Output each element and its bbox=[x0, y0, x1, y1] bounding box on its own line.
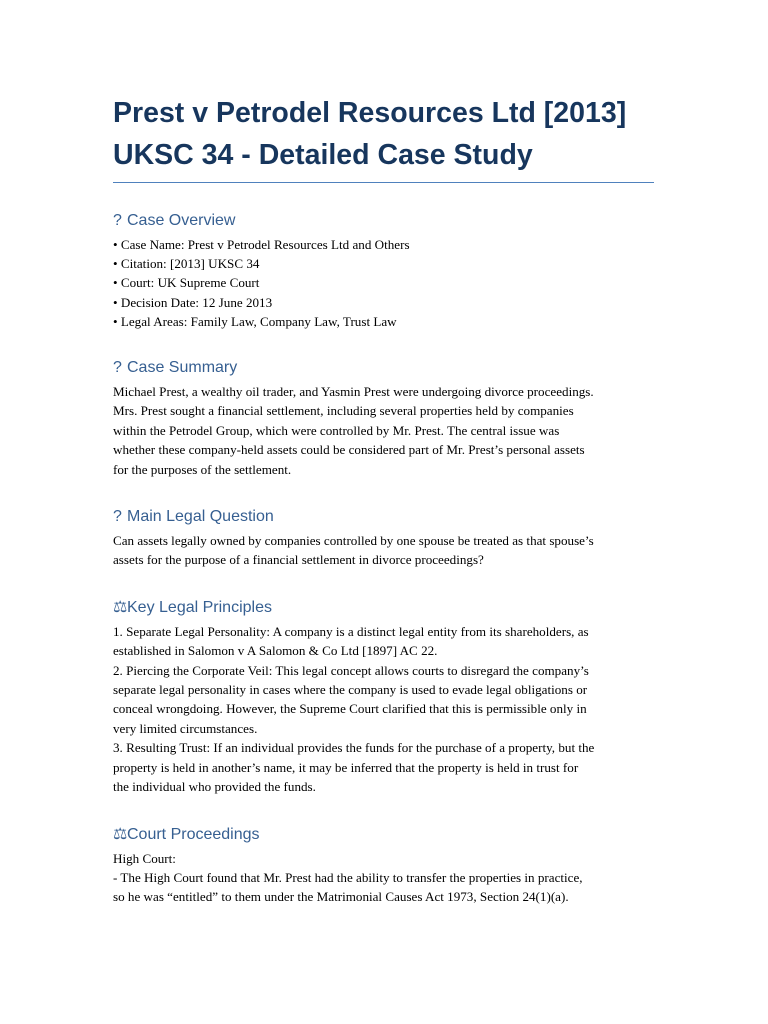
case-overview-section bbox=[113, 211, 654, 331]
paragraph-line: whether these company-held assets could be considered part of Mr. Prest’s personal assets bbox=[113, 442, 585, 458]
paragraph-line: property is held in another’s name, it may be inferred that the property is held in trust for bbox=[113, 759, 579, 775]
paragraph-line: within the Petrodel Group, which were controlled by Mr. Prest. The central issue was bbox=[113, 422, 560, 438]
paragraph-line: 3. Resulting Trust: If an individual provides the funds for the purchase of a property, but the bbox=[113, 740, 595, 756]
paragraph-line: Michael Prest, a wealthy oil trader, and Yasmin Prest were undergoing divorce proceedings. bbox=[113, 384, 594, 400]
paragraph-line: the individual who provided the funds. bbox=[113, 779, 316, 795]
paragraph-line: separate legal personality in cases where the company is used to evade legal obligations or bbox=[113, 682, 588, 698]
case-overview-heading bbox=[113, 211, 654, 231]
case-summary-heading bbox=[113, 358, 654, 378]
heading-text: Court Proceedings bbox=[127, 825, 260, 843]
paragraph-line: 1. Separate Legal Personality: A company is a distinct legal entity from its shareholders, as bbox=[113, 623, 589, 639]
list-item: • Decision Date: 12 June 2013 bbox=[113, 294, 273, 310]
court-proceedings-heading bbox=[113, 825, 654, 845]
list-item: • Case Name: Prest v Petrodel Resources Ltd and Others bbox=[113, 237, 410, 252]
list-item: • Legal Areas: Family Law, Company Law, Trust Law bbox=[113, 313, 397, 329]
paragraph-line: Mrs. Prest sought a financial settlement, including several properties held by companies bbox=[113, 403, 574, 419]
paragraph-line: very limited circumstances. bbox=[113, 720, 258, 736]
heading-text: Case Summary bbox=[127, 359, 238, 377]
list-item: • Citation: [2013] UKSC 34 bbox=[113, 256, 260, 272]
key-legal-principles-section bbox=[113, 598, 654, 797]
court-proceedings-text bbox=[113, 849, 654, 907]
case-summary-text bbox=[113, 382, 654, 479]
document-title bbox=[113, 92, 654, 183]
key-legal-principles-heading bbox=[113, 598, 654, 618]
main-legal-question-heading bbox=[113, 507, 654, 527]
question-icon: ? bbox=[113, 508, 122, 526]
court-proceedings-section bbox=[113, 825, 654, 907]
case-summary-section bbox=[113, 358, 654, 479]
paragraph-line: High Court: bbox=[113, 850, 176, 866]
scales-icon: ⚖ bbox=[113, 598, 128, 616]
heading-text: Case Overview bbox=[127, 212, 236, 229]
paragraph-line: so he was “entitled” to them under the Matrimonial Causes Act 1973, Section 24(1)(a). bbox=[113, 889, 569, 905]
heading-text: Main Legal Question bbox=[127, 508, 274, 526]
list-item: • Court: UK Supreme Court bbox=[113, 275, 260, 291]
paragraph-line: - The High Court found that Mr. Prest had the ability to transfer the properties in practice, bbox=[113, 869, 583, 885]
clipboard-icon: ? bbox=[113, 212, 122, 229]
paragraph-line: established in Salomon v A Salomon & Co Ltd [1897] AC 22. bbox=[113, 643, 438, 659]
document-icon: ? bbox=[113, 359, 122, 377]
paragraph-line: 2. Piercing the Corporate Veil: This legal concept allows courts to disregard the company’s bbox=[113, 662, 589, 678]
main-legal-question-text bbox=[113, 531, 654, 570]
title-line: UKSC 34 - Detailed Case Study bbox=[113, 139, 533, 171]
heading-text: Key Legal Principles bbox=[127, 598, 272, 616]
paragraph-line: assets for the purpose of a financial settlement in divorce proceedings? bbox=[113, 552, 484, 568]
title-line: Prest v Petrodel Resources Ltd [2013] bbox=[113, 97, 627, 129]
scales-icon: ⚖ bbox=[113, 825, 128, 843]
main-legal-question-section bbox=[113, 507, 654, 570]
paragraph-line: for the purposes of the settlement. bbox=[113, 461, 292, 477]
key-legal-principles-text bbox=[113, 622, 654, 797]
paragraph-line: Can assets legally owned by companies controlled by one spouse be treated as that spouse’s bbox=[113, 533, 594, 549]
paragraph-line: conceal wrongdoing. However, the Supreme Court clarified that this is permissible only in bbox=[113, 701, 587, 717]
case-overview-list bbox=[113, 235, 654, 331]
